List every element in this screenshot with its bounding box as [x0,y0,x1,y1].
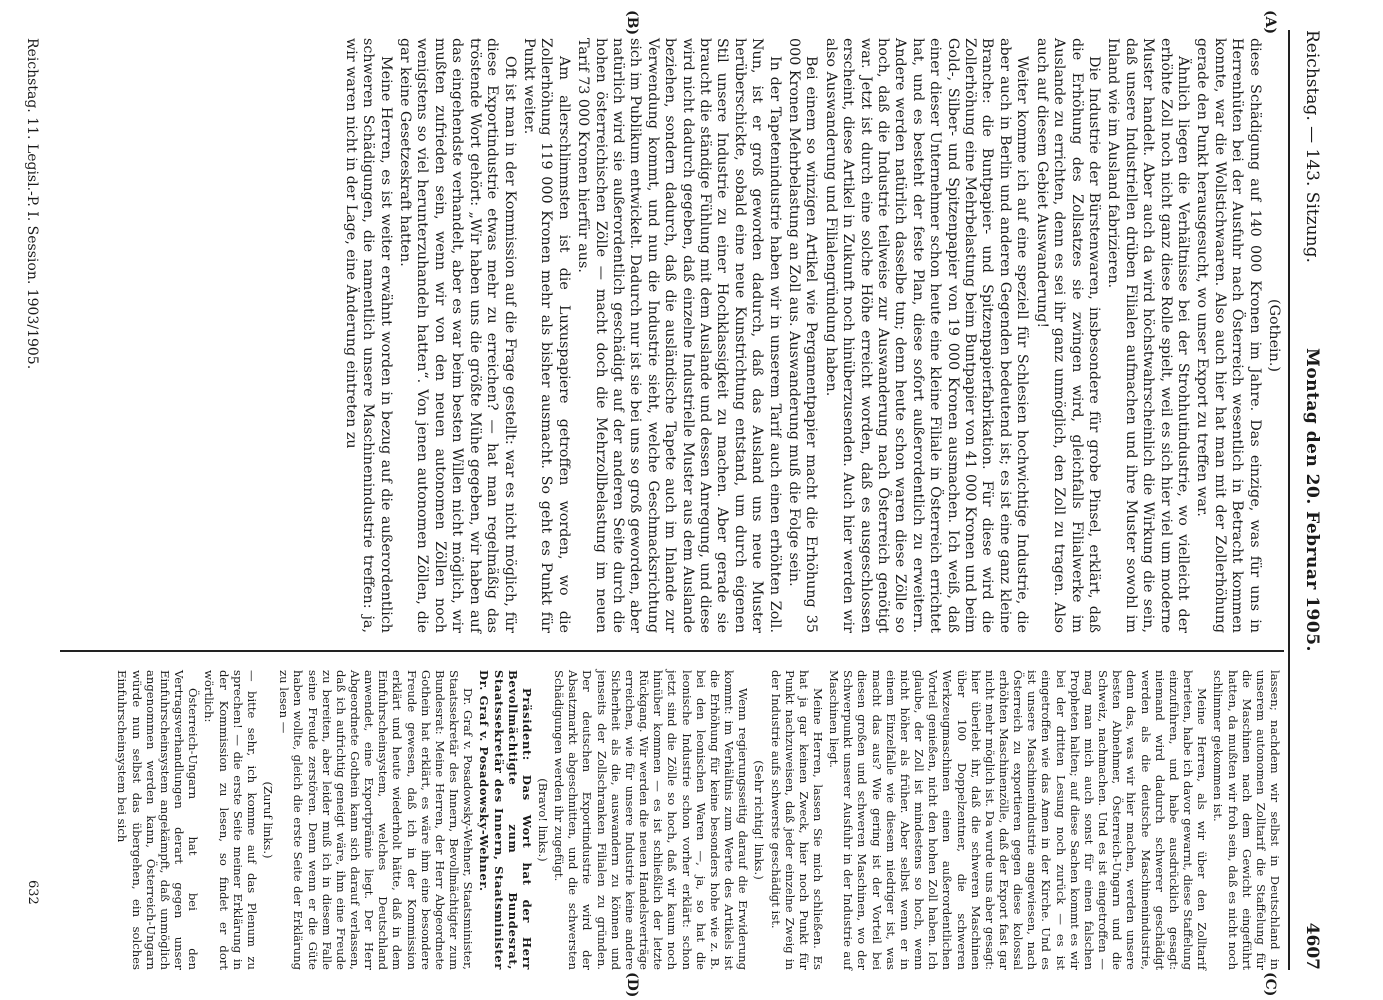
paragraph: Oft ist man in der Kommission auf die Frage gestellt: war es nicht möglich, für diese Exportindustrie etwas mehr zu erreichen? — hat man regelmäßig das tröstende Wort gehört: „Wir haben uns die größte Mühe gegeben, wir haben auf das eingehendste verhandelt, aber es war beim besten Willen nicht möglich, wir mußten zufrieden sein, wenn wir von den neuen autonomen Zöllen noch wenigstens so viel herunterzuhandeln hatten“. Von jenen autonomen Zöllen, die gar keine Gesetzeskraft hatten. [397,38,518,633]
page-header [1294,30,1322,970]
paragraph: diese Schädigung auf 140 000 Kronen im Jahre. Das einzige, was für uns in Herrenhüten bei der Ausfuhr nach Österreich wesentlich in Betracht kommen konnte, war die Wollstichwaaren. Also auch hier hat man mit der Zollerhöhung gerade den Punkt herausgesucht, wo unser Export zu treffen war. [1194,38,1263,633]
president-statement: Präsident: Das Wort hat der Herr Bevollmächtigte zum Bundesrat, Staatssekretär des Innern, Staatsminister Dr. Graf v. Posadowsky-Wehner. [477,670,534,970]
paragraph: Weiter komme ich auf eine speziell für Schlesien hochwichtige Industrie, die aber auch in Berlin und anderen Gegenden bedeutend ist; es ist eine ganz kleine Branche: die Buntpapier- und Spitzenpapierfabrikation. Für diese wird die Zollerhöhung eine Mehrbelastung beim Buntpapier von 41 000 Kronen und beim Gold-, Silber- und Spitzenpapier von 19 000 Kronen ausmachen. Ich weiß, daß einer dieser Unternehmer schon heute eine kleine Filiale in Österreich errichtet hat, und es besteht der feste Plan, diese sofort außerordentlich zu erweitern. Andere werden natürlich dasselbe tun; denn heute schon waren diese Zölle so hoch, daß die Industrie teilweise zur Auswanderung nach Österreich genötigt war. Jetzt ist durch eine solche Höhe erreicht worden, daß es ausgeschlossen erscheint, diese Artikel in Zukunft noch hinüberzusenden. Auch hier werden wir also Auswanderung und Filialengründung haben. [822,38,1031,633]
paragraph: Dr. Graf v. Posadowsky-Wehner, Staatsminister, Staatssekretär des Innern, Bevollmächtigter zum Bundesrat: Meine Herren, der Herr Abgeordnete Gothein hat erklärt, es wäre ihm eine besondere Freude gewesen, daß ich in der Kommission erklärt und heute wiederholt hätte, daß in dem Einfuhrscheinsystem, welches Deutschland anwendet, eine Exportprämie liegt. Der Herr Abgeordnete Gothein kann sich darauf verlassen, daß ich aufrichtig geneigt wäre, ihm eine Freude zu bereiten, aber leider muß ich in diesem Falle seine Freude zerstören. Denn wenn er die Güte haben wollte, gleich die erste Seite der Erklärung zu lesen — [277,670,476,970]
paragraph: lassen; nachdem wir selbst in Deutschland in unserem autonomen Zolltarif die Staffelung für die Maschinen nach dem Gewicht eingeführt hatten, da mußten wir froh sein, daß es nicht noch schlimmer gekommen ist. [1211,670,1282,970]
margin-marker-a: (A) [1262,10,1278,35]
interjection: (Sehr richtig! links.) [752,760,767,880]
header-rule [1288,30,1290,970]
margin-marker-c: (C) [1262,972,1278,997]
left-column [339,38,1282,633]
interjection: (Zuruf links.) [261,781,276,859]
paragraph: Meine Herren, lassen Sie mich schließen. Es hat ja gar keinen Zweck, hier noch Punkt für Punkt nachzuweisen, daß jeder einzelne Zweig in der Industrie aufs schwerste geschädigt ist. [768,670,825,970]
header-date: Montag den 20. Februar 1905. [1302,348,1322,652]
paragraph: Wenn regierungsseitig darauf die Erwiderung kommt: im Verhältnis zum Werte des Artikels ist die Erhöhung für keine besonders hohe wie z. B. bei den leonischen Waren —, ja, so hat die leonische Industrie schon vorher erklärt: schon jetzt sind die Zölle so hoch, daß wir kaum noch hinüber kommen — es ist schließlich der letzte Rückgang. Wir werden die neuen Handelsverträge erreichen, wie für unsere Industrie keine andere Sicherheit als die, auswandern zu können und jenseits der Zollschranken Filialen zu gründen. Der deutschen Exportindustrie wird der Absatzmarkt abgeschnitten, und die schwersten Schädigungen werden ihr zugefügt. [552,670,751,970]
right-column [113,670,1282,970]
paragraph: Meine Herren, es ist weiter erwähnt worden in bezug auf die außerordentlich schweren Schädigungen, die namentlich unsere Maschinenindustrie treffen: ja, wir waren nicht in der Lage, eine Änderung eintreten zu [342,38,394,633]
paragraph: — bitte sehr, ich komme auf das Plenum zu sprechen! — die erste Seite meiner Erklärung in der Kommission zu lesen, so findet er dort wörtlich: [202,670,259,970]
paragraph: Ähnlich liegen die Verhältnisse bei der Strohhutindustrie, wo vielleicht der erhöhte Zoll noch nicht ganz diese Rolle spielt, weil es sich hier viel um moderne Muster handelt. Aber auch da wird höchstwahrscheinlich die Wirkung die sein, daß unsere Industriellen drüben Filialen aufmachen und ihre Muster sowohl im Inland wie im Ausland fabrizieren. [1105,38,1191,633]
interjection: (Bravo! links.) [536,778,551,862]
margin-marker-b: (B) [624,10,640,36]
speaker-tag: (Gothein.) [1266,299,1282,372]
paragraph: Am allerschlimmsten ist die Luxuspapiere getroffen worden, wo die Zollerhöhung 119 000 Kronen mehr als bisher ausmacht. So geht es Punkt für Punkt weiter. [520,38,572,633]
paragraph: Meine Herren, als wir über den Zolltarif berieten, habe ich davor gewarnt, diese Staffelung einzuführen, und habe ausdrücklich gesagt: niemand wird dadurch schwerer geschädigt werden als die deutsche Maschinenindustrie, denn das, was wir hier machen, werden unsere besten Abnehmer, Österreich-Ungarn und die Schweiz, nachmachen. Und es ist eingetroffen — mag man mich auch sonst für einen falschen Propheten halten; auf diese Sachen kommt es wir bei der dritten Lesung noch zurück — es ist eingetroffen wie das Amen in der Kirche. Und es ist unsere Maschinenindustrie angewiesen, nach Österreich zu exportieren gegen diese kolossal erhöhten Maschinenzölle, daß der Export fast gar nicht mehr möglich ist. Da wurde uns aber gesagt: hier überlebt ihr, daß die schweren Maschinen über 100 Doppelzentner, die schweren Werkzeugmaschinen einen außerordentlichen Vorteil genießen, nicht den hohen Zoll haben. Ich glaube, der Zoll ist mindestens so hoch, wenn nicht höher als früher. Aber selbst wenn er in einem Einzelfalle wie diesem niedriger ist, was macht das aus? Wie gering ist der Vorteil bei diesen großen und schweren Maschinen, wo der Schwerpunkt unserer Ausfuhr in der Industrie auf Maschinen liegt. [827,670,1210,970]
header-page-number: 4607 [1302,922,1322,970]
paragraph: In der Tapetenindustrie haben wir in unserem Tarif auch einen erhöhten Zoll. Nun, ist er groß geworden dadurch, daß das Ausland uns neue Muster herüberschickte, sobald eine neue Kunstrichtung entstand, um durch eigenen Stil unsere Industrie zu einer Hochklassigkeit zu machen. Aber gerade sie braucht die ständige Fühlung mit dem Auslande und dessen Anregung, und diese wird nicht dadurch gegeben, daß einzelne Industrielle Muster aus dem Auslande beziehen, sondern dadurch, daß die ausländische Tapete auch im Inlande zur Verwendung kommt, und nun die Industrie sieht, welche Geschmacksrichtung sich im Publikum entwickelt. Dadurch nur ist sie bei uns so groß geworden, aber natürlich wird sie außerordentlich geschädigt auf der anderen Seite durch die hohen österreichischen Zölle — macht doch die Mehrzollbelastung im neuen Tarif 73 000 Kronen hierfür aus. [575,38,783,633]
column-separator [60,650,1284,652]
paragraph: Bei einem so winzigen Artikel wie Pergamentpapier macht die Erhöhung 35 000 Kronen Mehrbelastung an Zoll aus. Auswanderung muß die Folge sein. [786,38,820,633]
footer-page-number: 632 [25,880,40,905]
quotation: Österreich-Ungarn hat bei den Vertragsverhandlungen derart gegen unser Einfuhrscheinsystem angekämpft, daß unmöglich angenommen werden kann, Österreich-Ungarn würde nun selbst das übergehen, ein solches Einfuhrscheinsystem bei sich [115,670,201,970]
header-session: Reichstag. — 143. Sitzung. [1302,30,1322,263]
margin-marker-d: (D) [624,972,640,998]
page-footer: Reichstag. 11. Legisl.-P. I. Session. 1903/1905. [24,38,40,370]
paragraph: Die Industrie der Bürstenwaren, insbesondere für grobe Pinsel, erklärt, daß die Erhöhung des Zollsatzes sie zwingen wird, gleichfalls Filialwerke im Auslande zu errichten, denn es sei ihr ganz unmöglich, den Zoll zu tragen. Also auch auf diesem Gebiet Auswanderung! [1033,38,1102,633]
